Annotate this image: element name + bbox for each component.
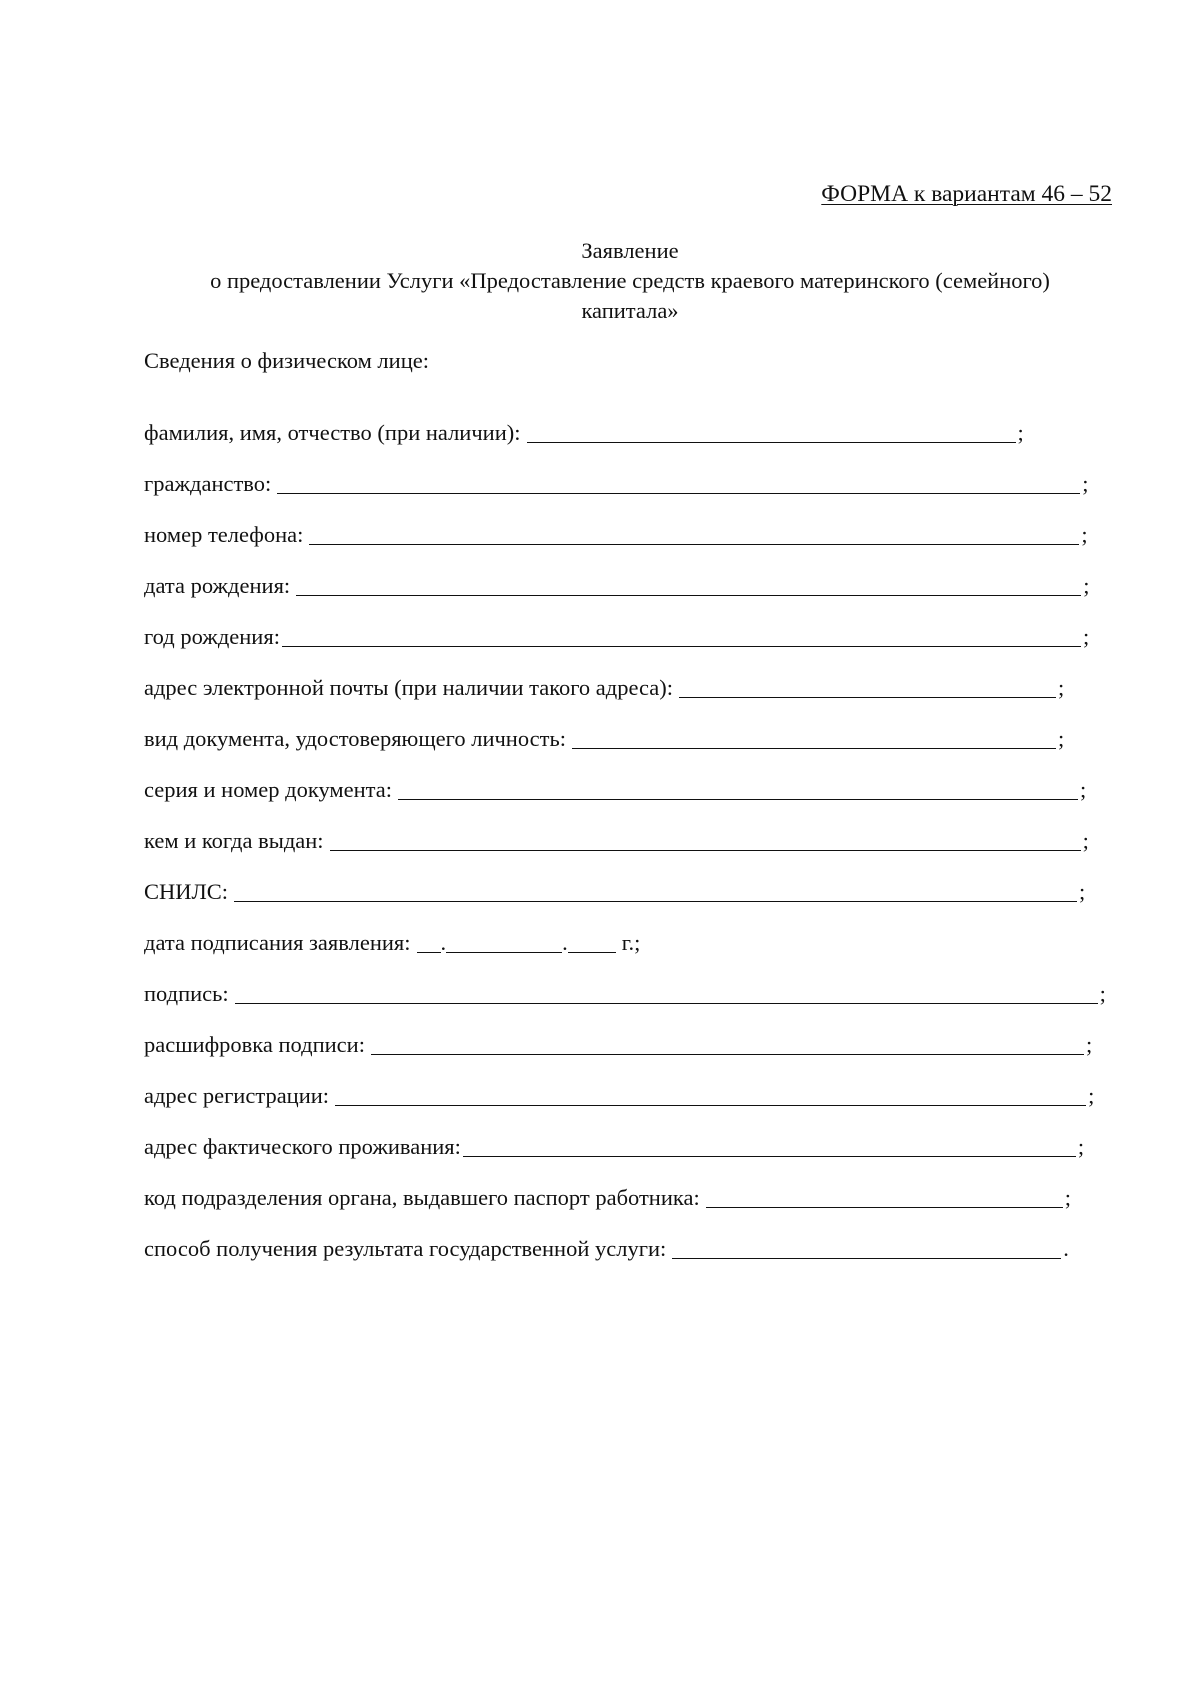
field-actual-address — [144, 1111, 1124, 1162]
field-citizenship — [144, 448, 1124, 499]
section-heading: Сведения о физическом лице: — [144, 348, 429, 373]
title-line: о предоставлении Услуги «Предоставление средств краевого материнского (семейного) — [210, 268, 1050, 293]
field-document-number — [144, 754, 1124, 805]
field-passport-division-code — [144, 1162, 1124, 1213]
actual-address-blank[interactable] — [463, 1130, 1076, 1157]
field-label: расшифровка подписи: — [144, 1032, 365, 1057]
field-email — [144, 652, 1124, 703]
field-label: адрес регистрации: — [144, 1083, 330, 1108]
full-name-blank[interactable] — [527, 416, 1016, 443]
passport-division-code-blank[interactable] — [706, 1181, 1063, 1208]
issued-by-blank[interactable] — [330, 824, 1081, 851]
phone-blank[interactable] — [309, 518, 1079, 545]
snils-blank[interactable] — [234, 875, 1077, 902]
registration-address-blank[interactable] — [335, 1079, 1086, 1106]
title-line: Заявление — [581, 238, 679, 263]
field-terminator: ; — [1079, 879, 1086, 904]
field-terminator: ; — [1099, 981, 1106, 1006]
field-birth-date — [144, 550, 1124, 601]
field-terminator: ; — [1083, 573, 1090, 598]
date-separator: . — [562, 930, 568, 955]
field-terminator: ; — [1082, 471, 1089, 496]
field-label: гражданство: — [144, 471, 272, 496]
field-terminator: ; — [1077, 1134, 1085, 1159]
date-separator: . — [440, 930, 447, 955]
id-document-type-blank[interactable] — [572, 722, 1056, 749]
field-result-method — [144, 1213, 1124, 1264]
document-title — [160, 236, 1100, 326]
field-label: подпись: — [144, 981, 229, 1006]
field-terminator: ; — [1081, 522, 1088, 547]
citizenship-blank[interactable] — [277, 467, 1080, 494]
field-issued-by — [144, 805, 1124, 856]
field-label: вид документа, удостоверяющего личность: — [144, 726, 566, 751]
field-snils — [144, 856, 1124, 907]
birth-date-blank[interactable] — [296, 569, 1081, 596]
signature-blank[interactable] — [235, 977, 1098, 1004]
field-label: фамилия, имя, отчество (при наличии): — [144, 420, 521, 445]
signing-day-blank[interactable] — [417, 926, 441, 953]
signature-transcript-blank[interactable] — [371, 1028, 1084, 1055]
form-reference: ФОРМА к вариантам 46 – 52 — [821, 181, 1112, 207]
result-method-blank[interactable] — [672, 1232, 1061, 1259]
field-terminator: ; — [1058, 726, 1065, 751]
date-suffix: г.; — [621, 930, 641, 955]
field-label: кем и когда выдан: — [144, 828, 324, 853]
field-label: серия и номер документа: — [144, 777, 393, 802]
title-line: капитала» — [581, 298, 679, 323]
birth-year-blank[interactable] — [282, 620, 1081, 647]
field-id-document-type — [144, 703, 1124, 754]
field-terminator: ; — [1080, 777, 1087, 802]
field-full-name — [144, 397, 1124, 448]
field-label: дата рождения: — [144, 573, 291, 598]
field-terminator: ; — [1082, 828, 1089, 853]
field-label: номер телефона: — [144, 522, 304, 547]
signing-month-blank[interactable] — [446, 926, 562, 953]
field-terminator: ; — [1017, 420, 1024, 445]
field-signing-date — [144, 907, 1124, 958]
signing-year-blank[interactable] — [568, 926, 616, 953]
field-terminator: ; — [1088, 1083, 1095, 1108]
field-terminator: ; — [1058, 675, 1065, 700]
field-terminator: . — [1063, 1236, 1069, 1261]
field-signature-transcript — [144, 1009, 1124, 1060]
field-label: адрес электронной почты (при наличии такого адреса): — [144, 675, 674, 700]
email-blank[interactable] — [679, 671, 1056, 698]
field-phone — [144, 499, 1124, 550]
field-label: дата подписания заявления: — [144, 930, 411, 955]
field-label: год рождения: — [144, 624, 280, 649]
field-label: адрес фактического проживания: — [144, 1134, 461, 1159]
field-label: СНИЛС: — [144, 879, 229, 904]
field-terminator: ; — [1085, 1032, 1093, 1057]
applicant-fields — [144, 397, 1124, 1264]
field-birth-year — [144, 601, 1124, 652]
field-terminator: ; — [1064, 1185, 1071, 1210]
document-number-blank[interactable] — [398, 773, 1078, 800]
field-label: код подразделения органа, выдавшего паспорт работника: — [144, 1185, 700, 1210]
field-terminator: ; — [1082, 624, 1090, 649]
field-signature — [144, 958, 1124, 1009]
field-registration-address — [144, 1060, 1124, 1111]
field-label: способ получения результата государственной услуги: — [144, 1236, 667, 1261]
